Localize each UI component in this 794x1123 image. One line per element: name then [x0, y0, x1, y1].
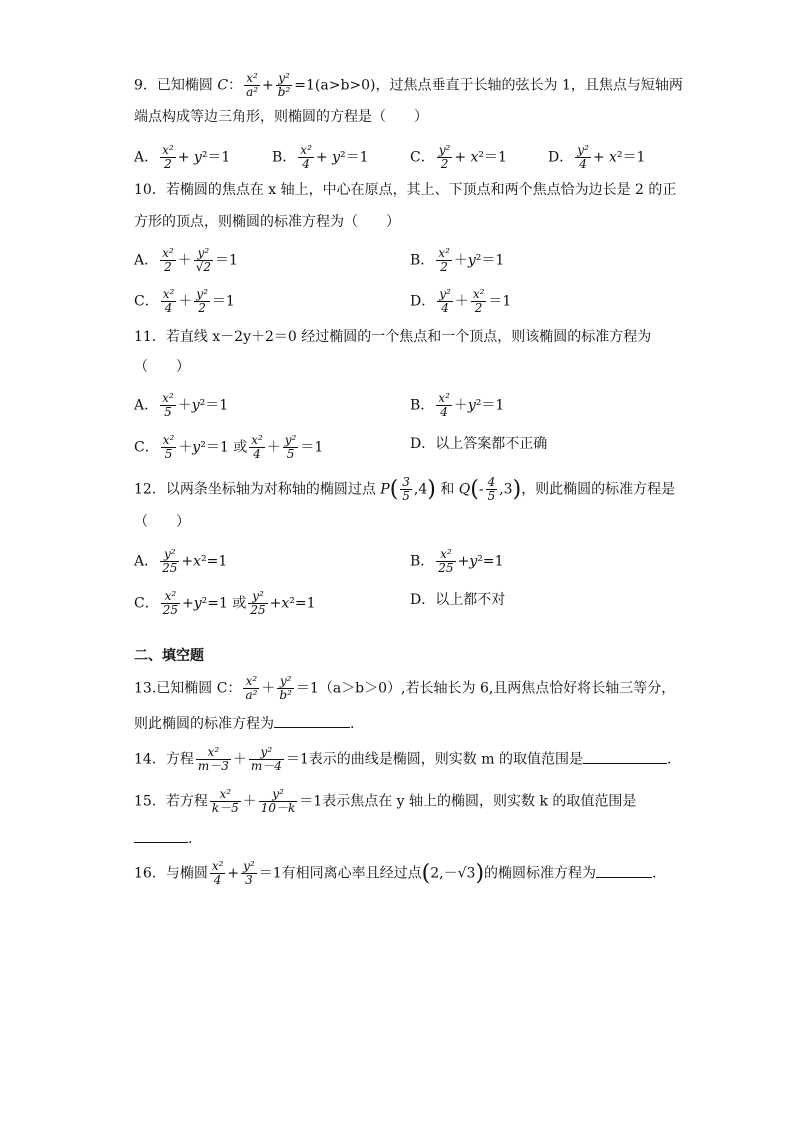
q12-option-c: C． $\frac{\text{x²}}{25}$ +y²=1 或 $\frac{\text{y²}}{25}$ +x²=1 — [134, 589, 316, 617]
q12-line1: 12．以两条坐标轴为对称轴的椭圆过点 P( $\frac{3}{5}$ ,4) 和 Q(- $\frac{4}{5}$ ,3)，则此椭圆的标准方程是 — [134, 475, 676, 503]
q9-line1: 9．已知椭圆 C： $\frac{\text{x²}}{\text{a²}}$ + $\frac{\text{y²}}{\text{b²}}$ =1(a>b>0)，过焦点垂直于长轴的弦长为 1，且焦点与短轴两 — [134, 71, 683, 99]
q16-line: 16．与椭圆 $\frac{\text{x²}}{4}$ + $\frac{\text{y²}}{3}$ ＝1有相同离心率且经过点(2,－√3)的椭圆标准方程为 . — [134, 859, 657, 887]
q9-line2: 端点构成等边三角形，则椭圆的方程是（ ） — [134, 109, 428, 125]
q10-line2: 方形的顶点，则椭圆的标准方程为（ ） — [134, 214, 400, 230]
q13-line1: 13.已知椭圆 C： $\frac{\text{x²}}{\text{a²}}$ ＋ $\frac{\text{y²}}{\text{b²}}$ ＝1（a＞b＞0）,若长轴长为 6,且两焦点恰好将长轴三等分， — [134, 674, 676, 702]
q10-option-c: C． $\frac{\text{x²}}{4}$ ＋ $\frac{\text{y²}}{2}$ ＝1 — [134, 287, 235, 315]
q15-line2: . — [134, 828, 192, 849]
q10-line1: 10．若椭圆的焦点在 x 轴上，中心在原点，其上、下顶点和两个焦点恰为边长是 2 的正 — [134, 182, 677, 198]
q9-option-a: A． $\frac{\text{x²}}{2}$ + y²＝1 — [134, 143, 231, 171]
q13-line2: 则此椭圆的标准方程为 . — [134, 713, 354, 734]
section-fill-in-title: 二、填空题 — [134, 648, 204, 664]
q12-option-a: A． $\frac{\text{y²}}{25}$ +x²=1 — [134, 547, 228, 575]
q11-option-a: A． $\frac{\text{x²}}{5}$ ＋y²＝1 — [134, 391, 229, 419]
q12-option-d: D．以上都不对 — [410, 592, 506, 608]
q9-option-b: B． $\frac{\text{x²}}{4}$ + y²＝1 — [272, 143, 369, 171]
q10-option-a: A． $\frac{\text{x²}}{2}$ ＋ $\frac{\text{y²}}{√2}$ ＝1 — [134, 246, 238, 274]
q9-option-d: D． $\frac{\text{y²}}{4}$ + x²＝1 — [548, 143, 646, 171]
q10-option-d: D． $\frac{\text{y²}}{4}$ ＋ $\frac{\text{x²}}{2}$ ＝1 — [410, 287, 512, 315]
q11-option-c: C． $\frac{\text{x²}}{5}$ ＋y²＝1 或 $\frac{\text{x²}}{4}$ ＋ $\frac{\text{y²}}{5}$ ＝1 — [134, 433, 324, 461]
q12-line2: （ ） — [134, 514, 190, 530]
q11-line2: （ ） — [134, 359, 190, 375]
q12-option-b: B． $\frac{\text{x²}}{25}$ +y²=1 — [410, 547, 504, 575]
answer-blank[interactable] — [274, 713, 350, 728]
q15-line1: 15．若方程 $\frac{\text{x²}}{k-5}$ ＋ $\frac{\text{y²}}{10-k}$ ＝1表示焦点在 y 轴上的椭圆，则实数 k 的取值范围是 — [134, 787, 637, 815]
q11-option-b: B． $\frac{\text{x²}}{4}$ ＋y²＝1 — [410, 391, 505, 419]
answer-blank[interactable] — [583, 749, 667, 764]
q11-option-d: D．以上答案都不正确 — [410, 436, 548, 452]
q9-option-c: C． $\frac{\text{y²}}{2}$ + x²＝1 — [410, 143, 507, 171]
q14-line: 14．方程 $\frac{\text{x²}}{m-3}$ ＋ $\frac{\text{y²}}{m-4}$ ＝1表示的曲线是椭圆，则实数 m 的取值范围是 . — [134, 745, 672, 773]
answer-blank[interactable] — [134, 828, 188, 843]
q11-line1: 11．若直线 x－2y＋2＝0 经过椭圆的一个焦点和一个顶点，则该椭圆的标准方程为 — [134, 329, 652, 345]
q10-option-b: B． $\frac{\text{x²}}{2}$ ＋y²＝1 — [410, 246, 505, 274]
answer-blank[interactable] — [596, 863, 652, 878]
